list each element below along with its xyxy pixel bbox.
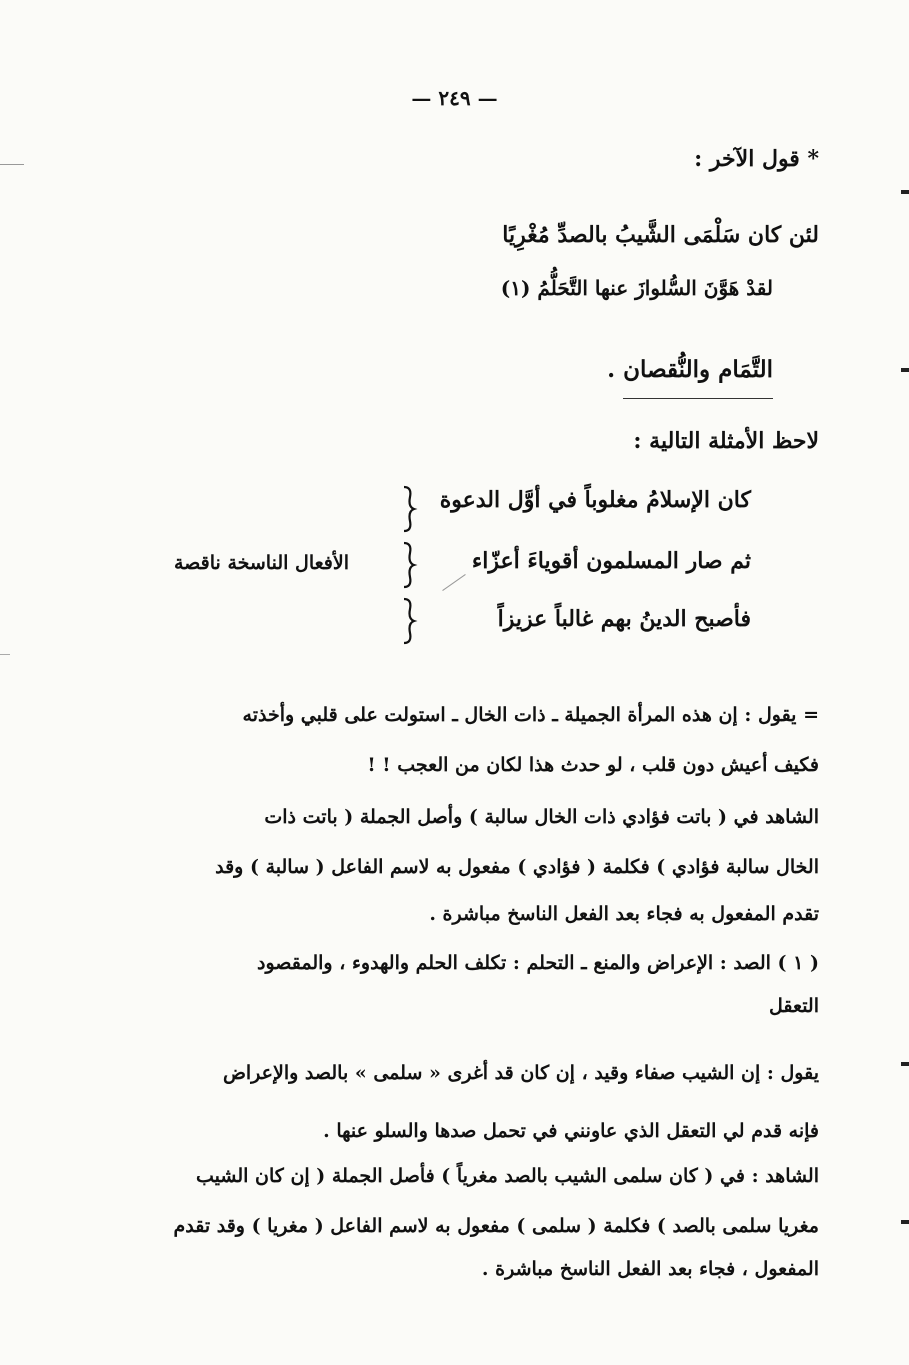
paragraph-line: تقدم المفعول به فجاء بعد الفعل الناسخ مباشرة . <box>429 903 819 925</box>
example-line-1: كان الإسلامُ مغلوباً في أوَّل الدعوة <box>439 487 751 513</box>
example-line-3: فأصبح الدينُ بهم غالباً عزيزاً <box>497 606 751 632</box>
intro-line: * قول الآخر : <box>694 146 819 172</box>
grouping-brace <box>398 485 420 645</box>
section-heading: التَّمَام والنُّقصان . <box>607 356 773 383</box>
examples-intro: لاحظ الأمثلة التالية : <box>633 428 819 454</box>
margin-mark <box>901 368 909 372</box>
margin-mark <box>901 190 909 194</box>
paragraph-line: يقول : إن الشيب صفاء وقيد ، إن كان قد أغرى « سلمى » بالصد والإعراض <box>222 1062 819 1084</box>
brace-segment <box>398 541 418 589</box>
verse-line-2: لقدْ هَوَّنَ السُّلوازَ عنها التَّحَلُّمُ (١) <box>500 276 773 300</box>
margin-mark <box>901 1220 909 1224</box>
footnote-line: ( ١ ) الصد : الإعراض والمنع ـ التحلم : تكلف الحلم والهدوء ، والمقصود <box>257 952 819 974</box>
paragraph-line: الخال سالبة فؤادي ) فكلمة ( فؤادي ) مفعول به لاسم الفاعل ( سالبة ) وقد <box>215 856 819 878</box>
paragraph-line: فكيف أعيش دون قلب ، لو حدث هذا لكان من العجب ! ! <box>367 754 819 776</box>
footnote-line: التعقل <box>769 995 819 1017</box>
paragraph-line: مغريا سلمى بالصد ) فكلمة ( سلمى ) مفعول به لاسم الفاعل ( مغريا ) وقد تقدم <box>173 1215 819 1237</box>
paragraph-line: الشاهد في ( باتت فؤادي ذات الخال سالبة ) وأصل الجملة ( باتت ذات <box>264 806 819 828</box>
paragraph-line: فإنه قدم لي التعقل الذي عاونني في تحمل صدها والسلو عنها . <box>323 1120 819 1142</box>
page-number: — ٢٤٩ — <box>411 86 498 110</box>
margin-mark <box>901 1062 909 1066</box>
brace-segment <box>398 597 418 645</box>
example-line-2: ثم صار المسلمون أقوياءَ أعزّاء <box>471 548 751 574</box>
scan-artifact <box>0 164 24 165</box>
paragraph-line: = يقول : إن هذه المرأة الجميلة ـ ذات الخال ـ استولت على قلبي وأخذته <box>242 704 819 726</box>
scan-artifact <box>0 654 10 655</box>
heading-underline <box>623 398 773 399</box>
brace-label: الأفعال الناسخة ناقصة <box>174 552 349 574</box>
verse-line-1: لئن كان سَلْمَى الشَّيبُ بالصدِّ مُغْرِيًا <box>502 222 819 248</box>
paragraph-line: المفعول ، فجاء بعد الفعل الناسخ مباشرة . <box>481 1258 819 1280</box>
brace-segment <box>398 485 418 533</box>
paragraph-line: الشاهد : في ( كان سلمى الشيب بالصد مغرياً ) فأصل الجملة ( إن كان الشيب <box>196 1165 819 1187</box>
scan-artifact <box>442 574 466 591</box>
